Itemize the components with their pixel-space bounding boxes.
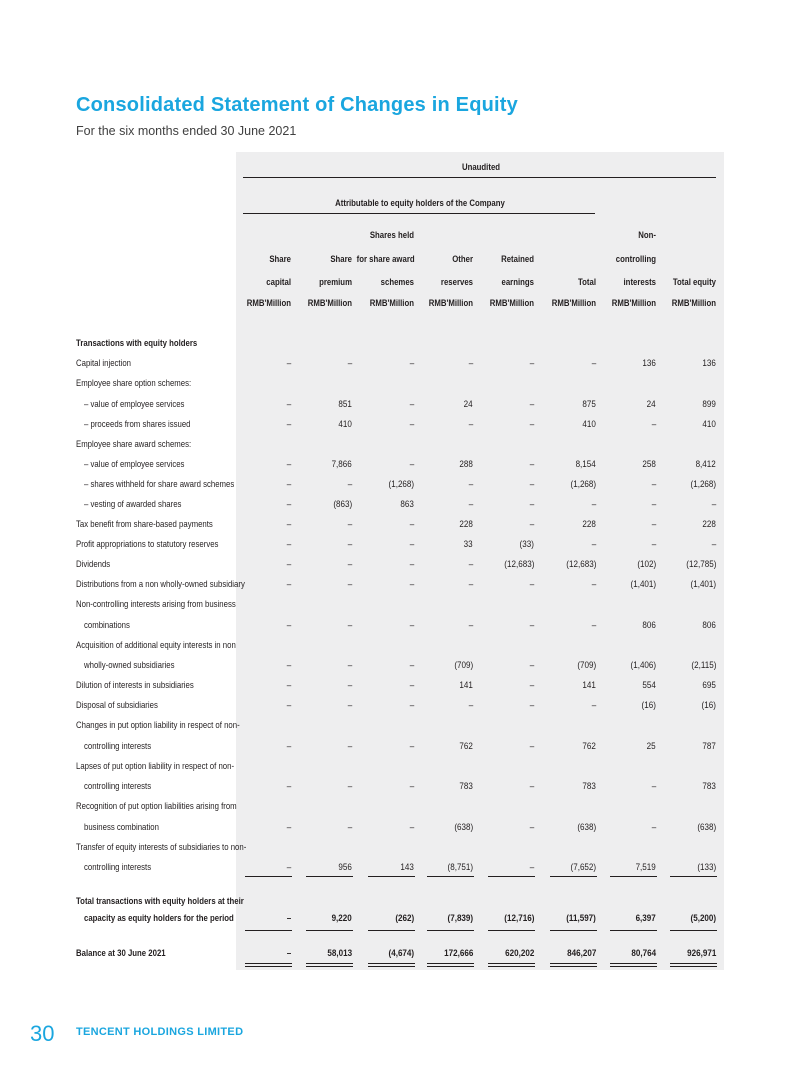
table-cell: 7,519 bbox=[635, 862, 656, 873]
total-cell: (11,597) bbox=[566, 913, 596, 924]
table-cell: – bbox=[409, 399, 414, 410]
table-cell: 410 bbox=[702, 419, 716, 430]
table-cell: 783 bbox=[459, 781, 473, 792]
column-header-7-line-4: RMB'Million bbox=[611, 298, 656, 309]
total-rule bbox=[245, 930, 292, 931]
table-cell: – bbox=[529, 822, 534, 833]
total-cell: (262) bbox=[395, 913, 414, 924]
table-cell: – bbox=[347, 479, 352, 490]
subtotal-rule bbox=[670, 876, 717, 877]
balance-double-rule bbox=[245, 963, 292, 967]
table-cell: 33 bbox=[464, 539, 473, 550]
table-cell: 258 bbox=[642, 459, 656, 470]
total-row-label: Total transactions with equity holders at their bbox=[76, 896, 244, 907]
column-header-8-line-4: RMB'Million bbox=[671, 298, 716, 309]
table-cell: – bbox=[286, 579, 291, 590]
column-header-8-line-3: Total equity bbox=[672, 277, 716, 288]
row-label: – vesting of awarded shares bbox=[84, 499, 182, 510]
table-cell: – bbox=[651, 519, 656, 530]
table-cell: – bbox=[591, 358, 596, 369]
table-cell: 228 bbox=[459, 519, 473, 530]
table-cell: 141 bbox=[459, 680, 473, 691]
total-rule bbox=[670, 930, 717, 931]
table-cell: – bbox=[409, 559, 414, 570]
table-cell: – bbox=[347, 781, 352, 792]
balance-double-rule bbox=[306, 963, 353, 967]
row-label: Disposal of subsidiaries bbox=[76, 700, 158, 711]
table-cell: 956 bbox=[338, 862, 352, 873]
row-label: Transfer of equity interests of subsidiaries to non- bbox=[76, 842, 247, 853]
table-cell: – bbox=[286, 559, 291, 570]
table-cell: – bbox=[347, 358, 352, 369]
column-header-3-line-3: schemes bbox=[380, 277, 414, 288]
table-cell: – bbox=[286, 700, 291, 711]
table-cell: – bbox=[286, 822, 291, 833]
column-header-5-line-3: earnings bbox=[501, 277, 534, 288]
column-header-4-line-4: RMB'Million bbox=[428, 298, 473, 309]
table-cell: – bbox=[347, 700, 352, 711]
table-cell: (1,268) bbox=[690, 479, 716, 490]
table-cell: (33) bbox=[519, 539, 534, 550]
table-cell: (12,683) bbox=[503, 559, 534, 570]
column-header-1-line-4: RMB'Million bbox=[246, 298, 291, 309]
table-cell: – bbox=[529, 660, 534, 671]
row-label: controlling interests bbox=[84, 781, 152, 792]
table-cell: (7,652) bbox=[570, 862, 596, 873]
table-cell: – bbox=[468, 559, 473, 570]
total-cell: – bbox=[286, 913, 291, 924]
row-label: Tax benefit from share-based payments bbox=[76, 519, 213, 530]
table-cell: 8,154 bbox=[575, 459, 596, 470]
unaudited-header: Unaudited bbox=[461, 162, 501, 173]
balance-cell: (4,674) bbox=[388, 948, 414, 959]
table-cell: 863 bbox=[400, 499, 414, 510]
column-header-7-line-1: Non- bbox=[638, 230, 656, 241]
table-cell: – bbox=[711, 499, 716, 510]
table-cell: – bbox=[409, 459, 414, 470]
total-rule bbox=[610, 930, 657, 931]
table-cell: (8,751) bbox=[447, 862, 473, 873]
table-cell: 288 bbox=[459, 459, 473, 470]
column-header-5-line-4: RMB'Million bbox=[489, 298, 534, 309]
table-cell: – bbox=[347, 660, 352, 671]
total-cell: (7,839) bbox=[447, 913, 473, 924]
table-cell: (2,115) bbox=[691, 660, 716, 671]
subtotal-rule bbox=[306, 876, 353, 877]
table-cell: – bbox=[347, 620, 352, 631]
table-cell: 24 bbox=[464, 399, 473, 410]
balance-cell: 846,207 bbox=[566, 948, 596, 959]
attributable-header: Attributable to equity holders of the Company bbox=[335, 198, 505, 209]
row-label: Capital injection bbox=[76, 358, 132, 369]
column-header-4-line-3: reserves bbox=[440, 277, 473, 288]
table-cell: – bbox=[468, 579, 473, 590]
balance-cell: 80,764 bbox=[631, 948, 656, 959]
unaudited-rule bbox=[243, 177, 716, 178]
table-cell: – bbox=[711, 539, 716, 550]
table-cell: – bbox=[468, 620, 473, 631]
table-cell: – bbox=[409, 680, 414, 691]
page-title: Consolidated Statement of Changes in Equity bbox=[76, 94, 518, 116]
row-label: Non-controlling interests arising from business bbox=[76, 599, 236, 610]
subtotal-rule bbox=[368, 876, 415, 877]
balance-double-rule bbox=[550, 963, 597, 967]
table-cell: – bbox=[286, 680, 291, 691]
table-cell: – bbox=[529, 479, 534, 490]
subtotal-rule bbox=[488, 876, 535, 877]
row-label: Profit appropriations to statutory reserves bbox=[76, 539, 219, 550]
column-header-4-line-2: Other bbox=[452, 254, 473, 265]
row-label: controlling interests bbox=[84, 862, 152, 873]
table-cell: – bbox=[529, 741, 534, 752]
table-cell: 783 bbox=[582, 781, 596, 792]
table-cell: (16) bbox=[641, 700, 656, 711]
table-cell: – bbox=[286, 620, 291, 631]
total-cell: (5,200) bbox=[690, 913, 716, 924]
table-cell: – bbox=[409, 781, 414, 792]
table-cell: – bbox=[591, 579, 596, 590]
row-label: combinations bbox=[84, 620, 130, 631]
footer-company-name: TENCENT HOLDINGS LIMITED bbox=[76, 1026, 244, 1038]
total-rule bbox=[427, 930, 474, 931]
column-header-3-line-2: for share award bbox=[356, 254, 415, 265]
table-cell: (709) bbox=[577, 660, 596, 671]
table-cell: – bbox=[286, 419, 291, 430]
column-header-3-line-1: Shares held bbox=[369, 230, 414, 241]
table-cell: (709) bbox=[454, 660, 473, 671]
table-cell: – bbox=[529, 419, 534, 430]
table-cell: 136 bbox=[702, 358, 716, 369]
subtotal-rule bbox=[610, 876, 657, 877]
table-cell: 554 bbox=[642, 680, 656, 691]
balance-double-rule bbox=[368, 963, 415, 967]
column-header-5-line-2: Retained bbox=[501, 254, 534, 265]
row-label: Dividends bbox=[76, 559, 111, 570]
table-cell: – bbox=[409, 822, 414, 833]
table-cell: 8,412 bbox=[695, 459, 716, 470]
table-cell: – bbox=[286, 399, 291, 410]
row-label: controlling interests bbox=[84, 741, 152, 752]
row-label: – value of employee services bbox=[84, 459, 185, 470]
table-cell: – bbox=[286, 358, 291, 369]
table-cell: 141 bbox=[582, 680, 596, 691]
total-rule bbox=[488, 930, 535, 931]
table-cell: – bbox=[468, 479, 473, 490]
balance-row-label: Balance at 30 June 2021 bbox=[76, 948, 166, 959]
table-cell: – bbox=[529, 459, 534, 470]
table-cell: 136 bbox=[642, 358, 656, 369]
table-cell: – bbox=[591, 700, 596, 711]
table-cell: 806 bbox=[702, 620, 716, 631]
table-cell: 762 bbox=[582, 741, 596, 752]
balance-cell: – bbox=[286, 948, 291, 959]
table-cell: 899 bbox=[702, 399, 716, 410]
table-cell: – bbox=[529, 781, 534, 792]
table-cell: – bbox=[286, 539, 291, 550]
table-cell: (638) bbox=[697, 822, 716, 833]
table-cell: – bbox=[286, 459, 291, 470]
table-cell: (102) bbox=[637, 559, 656, 570]
table-cell: – bbox=[409, 741, 414, 752]
page-number: 30 bbox=[30, 1021, 55, 1046]
table-cell: – bbox=[409, 620, 414, 631]
balance-double-rule bbox=[427, 963, 474, 967]
table-cell: – bbox=[347, 822, 352, 833]
row-label: Recognition of put option liabilities arising from bbox=[76, 801, 237, 812]
row-label: Lapses of put option liability in respect of non- bbox=[76, 761, 235, 772]
subtotal-rule bbox=[427, 876, 474, 877]
table-cell: – bbox=[347, 519, 352, 530]
table-cell: – bbox=[468, 700, 473, 711]
table-cell: – bbox=[347, 680, 352, 691]
table-cell: (863) bbox=[333, 499, 352, 510]
table-cell: – bbox=[529, 700, 534, 711]
table-cell: 851 bbox=[338, 399, 352, 410]
table-cell: 783 bbox=[702, 781, 716, 792]
table-cell: (1,401) bbox=[690, 579, 716, 590]
table-cell: – bbox=[409, 539, 414, 550]
column-header-1-line-2: Share bbox=[269, 254, 291, 265]
subtotal-rule bbox=[550, 876, 597, 877]
table-cell: – bbox=[529, 499, 534, 510]
table-cell: – bbox=[529, 620, 534, 631]
column-header-6-line-3: Total bbox=[577, 277, 596, 288]
table-cell: – bbox=[468, 499, 473, 510]
row-label: Transactions with equity holders bbox=[76, 338, 198, 349]
table-cell: 143 bbox=[400, 862, 414, 873]
total-row-label: capacity as equity holders for the period bbox=[84, 913, 234, 924]
table-cell: – bbox=[409, 700, 414, 711]
row-label: Acquisition of additional equity interests in non bbox=[76, 640, 236, 651]
table-cell: (12,785) bbox=[685, 559, 716, 570]
balance-cell: 620,202 bbox=[504, 948, 534, 959]
row-label: business combination bbox=[84, 822, 159, 833]
table-cell: (12,683) bbox=[565, 559, 596, 570]
balance-cell: 172,666 bbox=[443, 948, 473, 959]
total-rule bbox=[368, 930, 415, 931]
table-cell: (1,268) bbox=[388, 479, 414, 490]
total-rule bbox=[550, 930, 597, 931]
balance-double-rule bbox=[610, 963, 657, 967]
balance-double-rule bbox=[488, 963, 535, 967]
table-cell: (638) bbox=[454, 822, 473, 833]
table-cell: – bbox=[468, 419, 473, 430]
column-header-7-line-3: interests bbox=[623, 277, 656, 288]
table-cell: (1,406) bbox=[630, 660, 656, 671]
table-cell: – bbox=[286, 741, 291, 752]
table-cell: 228 bbox=[702, 519, 716, 530]
table-cell: 787 bbox=[702, 741, 716, 752]
table-cell: – bbox=[409, 519, 414, 530]
total-cell: (12,716) bbox=[503, 913, 534, 924]
table-cell: – bbox=[651, 539, 656, 550]
table-cell: – bbox=[468, 358, 473, 369]
page-subtitle: For the six months ended 30 June 2021 bbox=[76, 124, 297, 138]
table-cell: 25 bbox=[647, 741, 656, 752]
table-cell: (16) bbox=[701, 700, 716, 711]
row-label: Employee share award schemes: bbox=[76, 439, 192, 450]
table-cell: – bbox=[591, 499, 596, 510]
table-cell: – bbox=[591, 539, 596, 550]
table-cell: – bbox=[347, 741, 352, 752]
table-cell: (133) bbox=[697, 862, 716, 873]
total-cell: 6,397 bbox=[635, 913, 656, 924]
row-label: Distributions from a non wholly-owned subsidiary bbox=[76, 579, 245, 590]
table-cell: – bbox=[286, 479, 291, 490]
table-cell: 762 bbox=[459, 741, 473, 752]
column-header-3-line-4: RMB'Million bbox=[369, 298, 414, 309]
table-cell: – bbox=[529, 680, 534, 691]
table-cell: 7,866 bbox=[331, 459, 352, 470]
row-label: Employee share option schemes: bbox=[76, 378, 192, 389]
table-cell: – bbox=[529, 358, 534, 369]
table-cell: (638) bbox=[577, 822, 596, 833]
table-cell: – bbox=[651, 781, 656, 792]
table-cell: – bbox=[529, 862, 534, 873]
total-rule bbox=[306, 930, 353, 931]
column-header-2-line-3: premium bbox=[319, 277, 352, 288]
total-cell: 9,220 bbox=[331, 913, 352, 924]
table-cell: 24 bbox=[647, 399, 656, 410]
table-cell: 875 bbox=[582, 399, 596, 410]
row-label: – value of employee services bbox=[84, 399, 185, 410]
table-cell: 410 bbox=[582, 419, 596, 430]
column-header-1-line-3: capital bbox=[266, 277, 291, 288]
column-header-6-line-4: RMB'Million bbox=[551, 298, 596, 309]
table-cell: – bbox=[347, 559, 352, 570]
table-cell: – bbox=[409, 419, 414, 430]
table-cell: (1,268) bbox=[570, 479, 596, 490]
table-cell: 806 bbox=[642, 620, 656, 631]
column-header-2-line-4: RMB'Million bbox=[307, 298, 352, 309]
row-label: – shares withheld for share award schemes bbox=[84, 479, 235, 490]
row-label: Changes in put option liability in respect of non- bbox=[76, 720, 240, 731]
row-label: – proceeds from shares issued bbox=[84, 419, 191, 430]
table-cell: – bbox=[347, 539, 352, 550]
table-cell: – bbox=[286, 499, 291, 510]
table-cell: – bbox=[409, 358, 414, 369]
table-cell: – bbox=[286, 781, 291, 792]
table-cell: – bbox=[409, 579, 414, 590]
table-cell: – bbox=[529, 399, 534, 410]
table-cell: – bbox=[286, 519, 291, 530]
table-cell: – bbox=[409, 660, 414, 671]
table-cell: 695 bbox=[702, 680, 716, 691]
table-cell: – bbox=[286, 660, 291, 671]
table-cell: – bbox=[591, 620, 596, 631]
column-header-2-line-2: Share bbox=[330, 254, 352, 265]
balance-cell: 926,971 bbox=[686, 948, 716, 959]
table-cell: – bbox=[347, 579, 352, 590]
table-cell: (1,401) bbox=[630, 579, 656, 590]
row-label: wholly-owned subsidiaries bbox=[84, 660, 175, 671]
table-cell: 410 bbox=[338, 419, 352, 430]
balance-double-rule bbox=[670, 963, 717, 967]
column-header-7-line-2: controlling bbox=[615, 254, 656, 265]
table-cell: 228 bbox=[582, 519, 596, 530]
table-cell: – bbox=[651, 822, 656, 833]
table-cell: – bbox=[651, 479, 656, 490]
subtotal-rule bbox=[245, 876, 292, 877]
table-cell: – bbox=[286, 862, 291, 873]
table-cell: – bbox=[651, 419, 656, 430]
table-cell: – bbox=[529, 579, 534, 590]
table-cell: – bbox=[651, 499, 656, 510]
table-cell: – bbox=[529, 519, 534, 530]
balance-cell: 58,013 bbox=[327, 948, 352, 959]
attributable-rule bbox=[243, 213, 595, 214]
row-label: Dilution of interests in subsidiaries bbox=[76, 680, 194, 691]
